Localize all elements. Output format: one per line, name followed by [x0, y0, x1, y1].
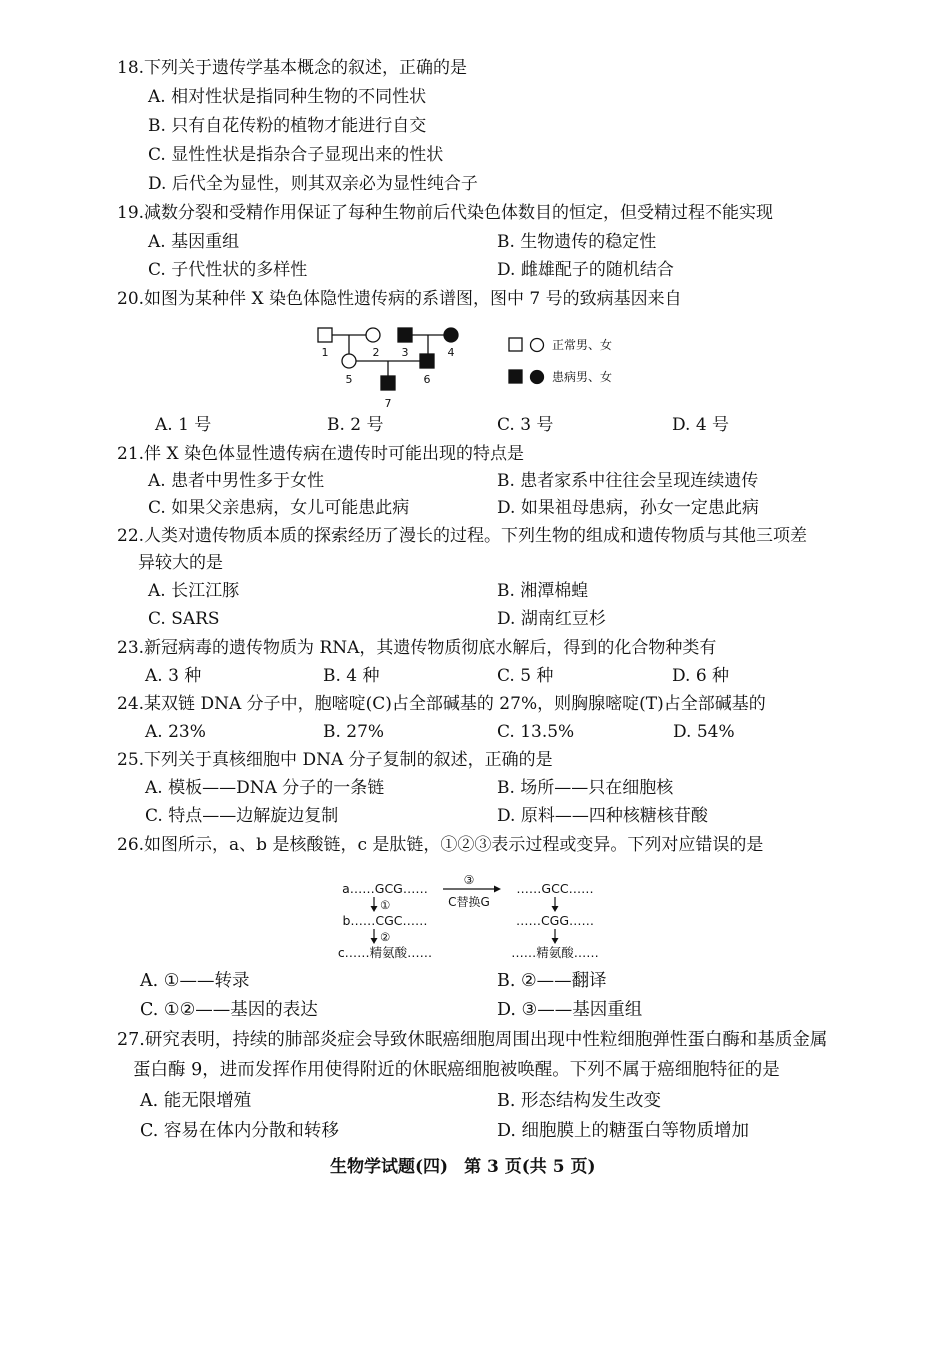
option-c: C. 3 号 [497, 415, 554, 435]
pedigree-chart [300, 318, 640, 413]
option-a: A. 基因重组 [148, 232, 240, 252]
question-stem [117, 835, 763, 855]
option-d: D. 湖南红豆杉 [497, 609, 606, 629]
option-c: C. 特点——边解旋边复制 [145, 806, 339, 826]
page-footer [330, 1157, 596, 1177]
option-d: D. 细胞膜上的糖蛋白等物质增加 [497, 1121, 750, 1141]
mutant-chain-c-label: ……精氨酸…… [511, 945, 599, 960]
question-number: 18. [117, 58, 145, 78]
question-number: 19. [117, 203, 145, 223]
member-label-5: 5 [345, 373, 353, 386]
option-c: C. 13.5% [497, 722, 575, 742]
question-text: 伴 X 染色体显性遗传病在遗传时可能出现的特点是 [144, 444, 524, 464]
question-text: 某双链 DNA 分子中，胞嘧啶(C)占全部碱基的 27%，则胸腺嘧啶(T)占全部碱基的 [144, 694, 766, 714]
question-text: 减数分裂和受精作用保证了每种生物前后代染色体数目的恒定，但受精过程不能实现 [144, 203, 774, 223]
option-b: B. 患者家系中往往会呈现连续遗传 [497, 471, 759, 491]
strand-b-label: b……CGC…… [342, 913, 428, 928]
question-number: 25. [117, 750, 145, 770]
question-text-continued: 异较大的是 [138, 553, 223, 573]
gene-expression-diagram [320, 870, 620, 964]
option-b: B. ②——翻译 [497, 971, 607, 991]
question-text: 人类对遗传物质本质的探索经历了漫长的过程。下列生物的组成和遗传物质与其他三项差 [144, 526, 808, 546]
exam-subject: 生物学试题(四) [330, 1157, 449, 1177]
legend-affected-female-symbol [531, 371, 544, 384]
arrowhead-step-2 [371, 938, 378, 944]
question-number: 21. [117, 444, 145, 464]
member-label-3: 3 [401, 346, 409, 359]
option-a: A. 23% [145, 722, 206, 742]
page-number: 第 3 页(共 5 页) [464, 1157, 596, 1177]
question-number: 27. [117, 1030, 145, 1050]
option-b: B. 2 号 [327, 415, 384, 435]
legend-normal-label: 正常男、女 [552, 338, 613, 352]
question-stem [117, 444, 524, 464]
option-a: A. 能无限增殖 [140, 1091, 252, 1111]
question-stem [117, 694, 766, 714]
arrowhead-mutant-1 [552, 906, 559, 912]
member-3-affected-male [398, 328, 412, 342]
option-a: A. 1 号 [155, 415, 212, 435]
option-a: A. 模板——DNA 分子的一条链 [145, 778, 385, 798]
question-stem [117, 1030, 827, 1050]
arrowhead-step-1 [371, 906, 378, 912]
option-b: B. 4 种 [323, 666, 380, 686]
question-text: 下列关于遗传学基本概念的叙述，正确的是 [144, 58, 468, 78]
question-stem [117, 289, 682, 309]
member-7-affected-male [381, 376, 395, 390]
question-text: 如图所示，a、b 是核酸链，c 是肽链，①②③表示过程或变异。下列对应错误的是 [144, 835, 764, 855]
question-text: 研究表明，持续的肺部炎症会导致休眠癌细胞周围出现中性粒细胞弹性蛋白酶和基质金属 [144, 1030, 828, 1050]
strand-a-label: a……GCG…… [342, 881, 428, 896]
member-label-6: 6 [423, 373, 431, 386]
question-stem [117, 526, 807, 546]
question-number: 23. [117, 638, 145, 658]
option-b: B. 只有自花传粉的植物才能进行自交 [148, 116, 427, 136]
option-d: D. 4 号 [672, 415, 730, 435]
option-d: D. 如果祖母患病，孙女一定患此病 [497, 498, 759, 518]
option-b: B. 场所——只在细胞核 [497, 778, 674, 798]
arrowhead-mutant-2 [552, 938, 559, 944]
question-stem [117, 638, 716, 658]
option-d: D. 雌雄配子的随机结合 [497, 260, 674, 280]
question-stem [117, 750, 553, 770]
option-c: C. 如果父亲患病，女儿可能患此病 [148, 498, 410, 518]
step-3-label: ③ [463, 873, 475, 887]
member-2-normal-female [366, 328, 380, 342]
member-5-normal-female [342, 354, 356, 368]
legend-affected-male-symbol [509, 370, 522, 383]
option-c: C. ①②——基因的表达 [140, 1000, 318, 1020]
option-d: D. 后代全为显性，则其双亲必为显性纯合子 [148, 174, 478, 194]
option-d: D. 原料——四种核糖核苷酸 [497, 806, 708, 826]
member-1-normal-male [318, 328, 332, 342]
legend-normal-female-symbol [531, 339, 544, 352]
member-label-4: 4 [447, 346, 455, 359]
option-a: A. 3 种 [145, 666, 202, 686]
option-c: C. 容易在体内分散和转移 [140, 1121, 339, 1141]
option-d: D. 6 种 [672, 666, 730, 686]
question-stem [117, 58, 467, 78]
question-number: 26. [117, 835, 145, 855]
question-text: 新冠病毒的遗传物质为 RNA，其遗传物质彻底水解后，得到的化合物种类有 [144, 638, 717, 658]
question-text-continued: 蛋白酶 9，进而发挥作用使得附近的休眠癌细胞被唤醒。下列不属于癌细胞特征的是 [133, 1060, 780, 1080]
legend-normal-male-symbol [509, 338, 522, 351]
option-c: C. 子代性状的多样性 [148, 260, 308, 280]
option-a: A. 患者中男性多于女性 [148, 471, 325, 491]
member-label-1: 1 [321, 346, 329, 359]
member-6-affected-male [420, 354, 434, 368]
option-a: A. ①——转录 [140, 971, 250, 991]
option-c: C. 显性性状是指杂合子显现出来的性状 [148, 145, 444, 165]
chain-c-label: c……精氨酸…… [337, 945, 433, 960]
option-b: B. 生物遗传的稳定性 [497, 232, 657, 252]
option-a: A. 长江江豚 [148, 581, 240, 601]
question-number: 20. [117, 289, 145, 309]
question-text: 如图为某种伴 X 染色体隐性遗传病的系谱图，图中 7 号的致病基因来自 [144, 289, 682, 309]
mutant-strand-b-label: ……CGG…… [515, 913, 595, 928]
mutant-strand-a-label: ……GCC…… [516, 881, 594, 896]
question-number: 22. [117, 526, 145, 546]
step-1-label: ① [380, 898, 391, 912]
option-b: B. 27% [323, 722, 385, 742]
option-c: C. 5 种 [497, 666, 554, 686]
member-label-7: 7 [384, 397, 392, 410]
question-stem [117, 203, 773, 223]
option-b: B. 形态结构发生改变 [497, 1091, 661, 1111]
option-d: D. ③——基因重组 [497, 1000, 643, 1020]
pedigree-legend [509, 337, 612, 384]
step-2-label: ② [380, 930, 391, 944]
member-label-2: 2 [372, 346, 380, 359]
option-a: A. 相对性状是指同种生物的不同性状 [148, 87, 427, 107]
option-d: D. 54% [673, 722, 735, 742]
question-text: 下列关于真核细胞中 DNA 分子复制的叙述，正确的是 [144, 750, 553, 770]
legend-affected-label: 患病男、女 [552, 370, 613, 384]
arrowhead-step-3 [494, 886, 501, 893]
question-number: 24. [117, 694, 145, 714]
member-4-affected-female [444, 328, 458, 342]
option-c: C. SARS [148, 609, 220, 629]
mutation-label: C替换G [448, 895, 490, 909]
option-b: B. 湘潭棉蝗 [497, 581, 589, 601]
